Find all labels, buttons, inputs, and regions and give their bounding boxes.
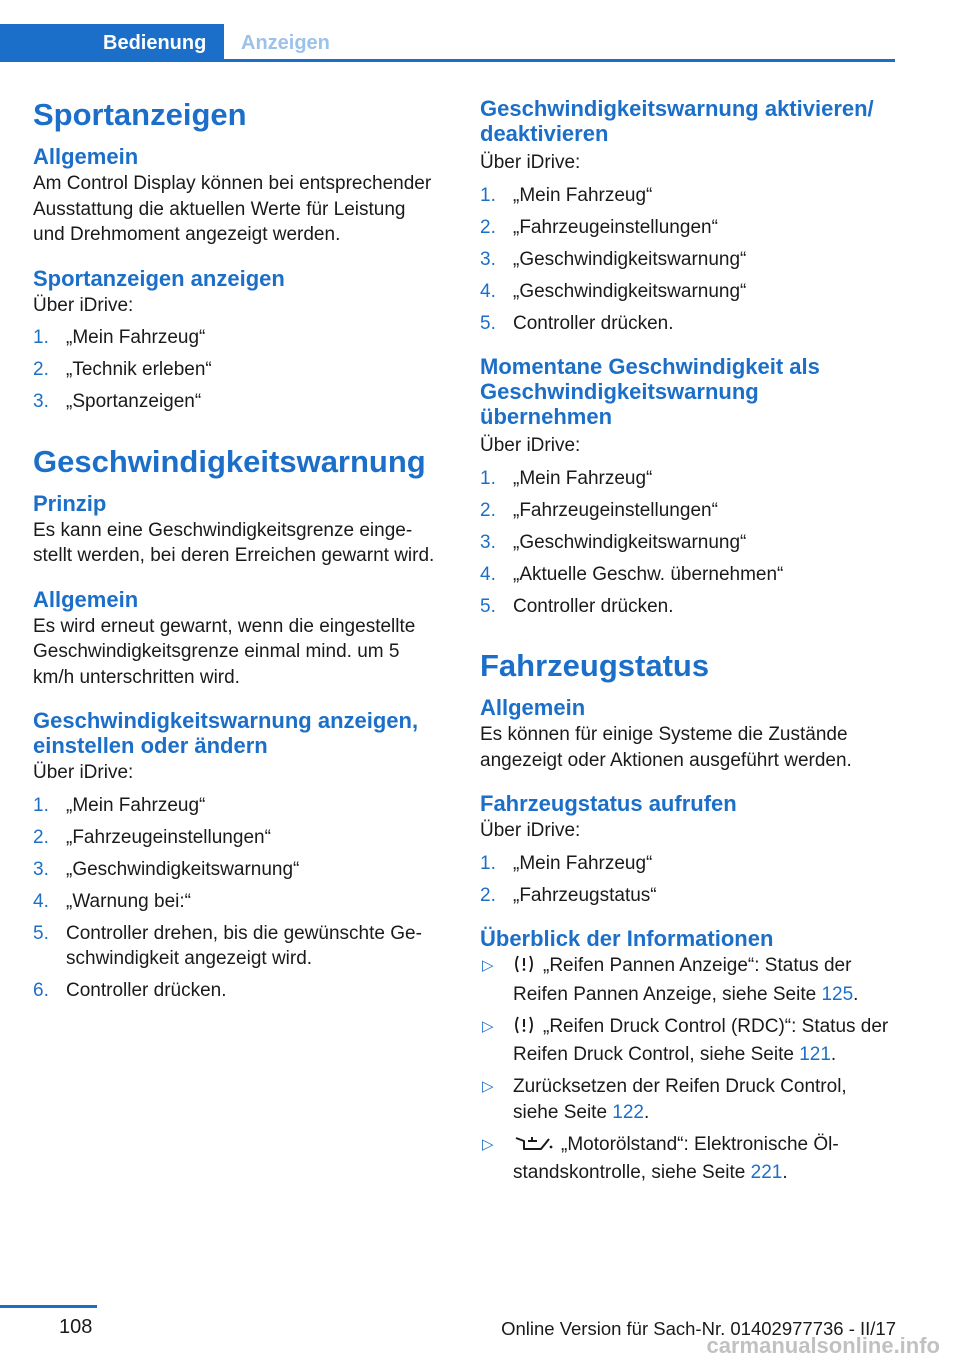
step-number: 3.	[480, 248, 496, 270]
page-number: 108	[59, 1316, 93, 1338]
step-text: „Technik erleben“	[66, 359, 212, 380]
heading-gw-aktivieren: Geschwindigkeitswarnung aktivieren/ deaktivieren	[480, 96, 874, 146]
list-item	[480, 562, 892, 588]
step-number: 2.	[480, 499, 496, 521]
header-bar	[0, 24, 895, 62]
lead-idrive: Über iDrive:	[480, 435, 581, 456]
page-link[interactable]: 125	[821, 983, 854, 1005]
list-item	[33, 978, 441, 1004]
step-text: „Mein Fahrzeug“	[513, 852, 653, 874]
info-text: „Reifen Pannen Anzeige“: Status der Reifen Pannen Anzeige, siehe Seite	[513, 955, 852, 1005]
step-number: 3.	[33, 391, 49, 412]
step-number: 4.	[480, 563, 496, 585]
section-title-geschwindigkeitswarnung: Geschwindigkeitswarnung	[33, 443, 426, 479]
steps-gw-einstellen	[33, 793, 441, 1004]
list-item	[480, 594, 892, 620]
list-item	[480, 466, 892, 492]
step-number: 2.	[33, 359, 49, 380]
tire-warning-icon	[513, 1015, 535, 1043]
page-link[interactable]: 121	[799, 1044, 831, 1065]
list-item	[480, 498, 892, 524]
tab-anzeigen[interactable]: Anzeigen	[241, 32, 330, 54]
info-text: „Motorölstand“: Elektronische Ölstandskontrolle, siehe Seite	[513, 1133, 839, 1183]
step-text: „Sportanzeigen“	[66, 391, 202, 412]
step-text: „Fahrzeugeinstellungen“	[66, 826, 271, 848]
right-column	[480, 96, 892, 1192]
list-item	[33, 793, 441, 819]
lead-idrive: Über iDrive:	[480, 820, 581, 841]
paragraph-prinzip: Es kann eine Geschwindigkeitsgrenze eingestellt werden, bei deren Erreichen gewarnt wird.	[33, 519, 435, 566]
page-link[interactable]: 122	[612, 1101, 644, 1123]
section-title-fahrzeugstatus: Fahrzeugstatus	[480, 648, 710, 683]
list-item	[480, 530, 892, 556]
step-text: „Fahrzeugeinstellungen“	[513, 216, 718, 238]
paragraph-fs-allgemein: Es können für einige Systeme die Zustände angezeigt oder Aktionen ausgeführt werden.	[480, 724, 852, 771]
list-item	[33, 325, 441, 351]
tire-warning-icon	[513, 954, 535, 982]
list-item	[33, 389, 441, 415]
step-text: „Fahrzeugeinstellungen“	[513, 499, 718, 521]
heading-sportanzeigen-anzeigen: Sportanzeigen anzeigen	[33, 265, 285, 291]
list-item: ▷ „Reifen Druck Control (RDC)“: Status der Reifen Druck Control, siehe Seite 121.	[482, 1015, 889, 1065]
step-number: 4.	[33, 890, 49, 912]
paragraph-sport-allgemein: Am Control Display können bei entsprechender Ausstattung die aktuellen Werte für Leistung und Drehmoment angezeigt werden.	[33, 173, 432, 245]
heading-allgemein-fs: Allgemein	[480, 695, 586, 720]
step-text: Controller drehen, bis die gewünschte Geschwindigkeit angezeigt wird.	[66, 922, 422, 969]
list-item	[33, 825, 441, 851]
online-version-text: Online Version für Sach-Nr. 01402977736 - II/17	[501, 1318, 896, 1339]
step-text: „Mein Fahrzeug“	[66, 794, 206, 816]
list-item	[480, 311, 892, 337]
triangle-bullet-icon: ▷	[482, 1135, 494, 1153]
heading-fahrzeugstatus-aufrufen: Fahrzeugstatus aufrufen	[480, 791, 737, 816]
list-item	[33, 857, 441, 883]
lead-idrive: Über iDrive:	[33, 294, 134, 316]
oil-can-icon	[513, 1133, 553, 1161]
list-item: ▷ „Reifen Pannen Anzeige“: Status der Reifen Pannen Anzeige, siehe Seite 125.	[482, 955, 859, 1005]
step-text: Controller drücken.	[513, 312, 674, 334]
heading-prinzip: Prinzip	[33, 490, 107, 516]
steps-sportanzeigen	[33, 325, 441, 415]
step-number: 5.	[480, 312, 496, 334]
heading-ueberblick: Überblick der Informationen	[480, 926, 774, 951]
triangle-bullet-icon: ▷	[482, 957, 494, 974]
step-text: „Warnung bei:“	[66, 890, 191, 912]
list-item: ▷ „Motorölstand“: Elektronische Ölstandskontrolle, siehe Seite 221.	[482, 1133, 839, 1183]
lead-idrive: Über iDrive:	[33, 762, 134, 783]
step-text: Controller drücken.	[66, 980, 227, 1001]
steps-gw-aktivieren	[480, 183, 892, 337]
header-rule	[0, 59, 895, 62]
step-number: 5.	[33, 922, 49, 944]
step-text: „Geschwindigkeitswarnung“	[513, 248, 747, 270]
info-text: Zurücksetzen der Reifen Druck Control, siehe Seite	[513, 1076, 847, 1123]
step-number: 1.	[33, 327, 49, 348]
page-link[interactable]: 221	[750, 1162, 783, 1183]
watermark: carmanualsonline.info	[706, 1333, 940, 1358]
step-number: 5.	[480, 595, 496, 617]
step-number: 1.	[33, 794, 49, 816]
step-number: 3.	[480, 531, 496, 553]
step-text: „Geschwindigkeitswarnung“	[513, 531, 747, 553]
list-item	[480, 883, 892, 909]
step-number: 6.	[33, 980, 49, 1001]
lead-idrive: Über iDrive:	[480, 152, 581, 173]
heading-allgemein: Allgemein	[33, 144, 139, 169]
step-text: „Mein Fahrzeug“	[513, 184, 653, 206]
step-number: 3.	[33, 858, 49, 880]
heading-momentane-geschwindigkeit: Momentane Geschwindigkeit als Geschwindigkeitswarnung übernehmen	[480, 354, 820, 429]
list-item	[480, 247, 892, 273]
steps-fahrzeugstatus	[480, 851, 892, 909]
triangle-bullet-icon: ▷	[482, 1078, 494, 1095]
step-number: 1.	[480, 852, 496, 874]
footer-rule	[0, 1305, 97, 1308]
list-item	[33, 921, 441, 972]
heading-allgemein-gw: Allgemein	[33, 586, 139, 612]
paragraph-gw-allgemein: Es wird erneut gewarnt, wenn die eingestellte Geschwindigkeitsgrenze einmal mind. um 5 km/h unterschritten wird.	[33, 615, 416, 688]
step-text: „Geschwindigkeitswarnung“	[66, 858, 300, 880]
step-text: „Geschwindigkeitswarnung“	[513, 280, 747, 302]
list-item	[480, 215, 892, 241]
section-title-sportanzeigen: Sportanzeigen	[33, 97, 247, 132]
list-item: ▷ Zurücksetzen der Reifen Druck Control, siehe Seite 122.	[482, 1076, 847, 1123]
info-text: „Reifen Druck Control (RDC)“: Status der Reifen Druck Control, siehe Seite	[513, 1015, 889, 1065]
tab-bedienung[interactable]: Bedienung	[0, 24, 224, 62]
info-list	[480, 953, 892, 1186]
triangle-bullet-icon: ▷	[482, 1017, 494, 1035]
step-number: 2.	[33, 826, 49, 848]
step-number: 1.	[480, 467, 496, 489]
step-text: „Mein Fahrzeug“	[66, 327, 206, 348]
steps-momentane-geschwindigkeit	[480, 466, 892, 620]
step-number: 1.	[480, 184, 496, 206]
list-item	[480, 851, 892, 877]
step-text: „Fahrzeugstatus“	[513, 884, 657, 906]
left-column	[33, 96, 441, 1016]
step-number: 2.	[480, 884, 496, 906]
step-number: 4.	[480, 280, 496, 302]
step-text: „Mein Fahrzeug“	[513, 467, 653, 489]
list-item	[480, 279, 892, 305]
list-item	[33, 357, 441, 383]
list-item	[33, 889, 441, 915]
list-item	[480, 183, 892, 209]
step-text: Controller drücken.	[513, 595, 674, 617]
step-number: 2.	[480, 216, 496, 238]
step-text: „Aktuelle Geschw. übernehmen“	[513, 563, 784, 585]
heading-gw-einstellen: Geschwindigkeitswarnung anzeigen, einstellen oder ändern	[33, 708, 419, 758]
